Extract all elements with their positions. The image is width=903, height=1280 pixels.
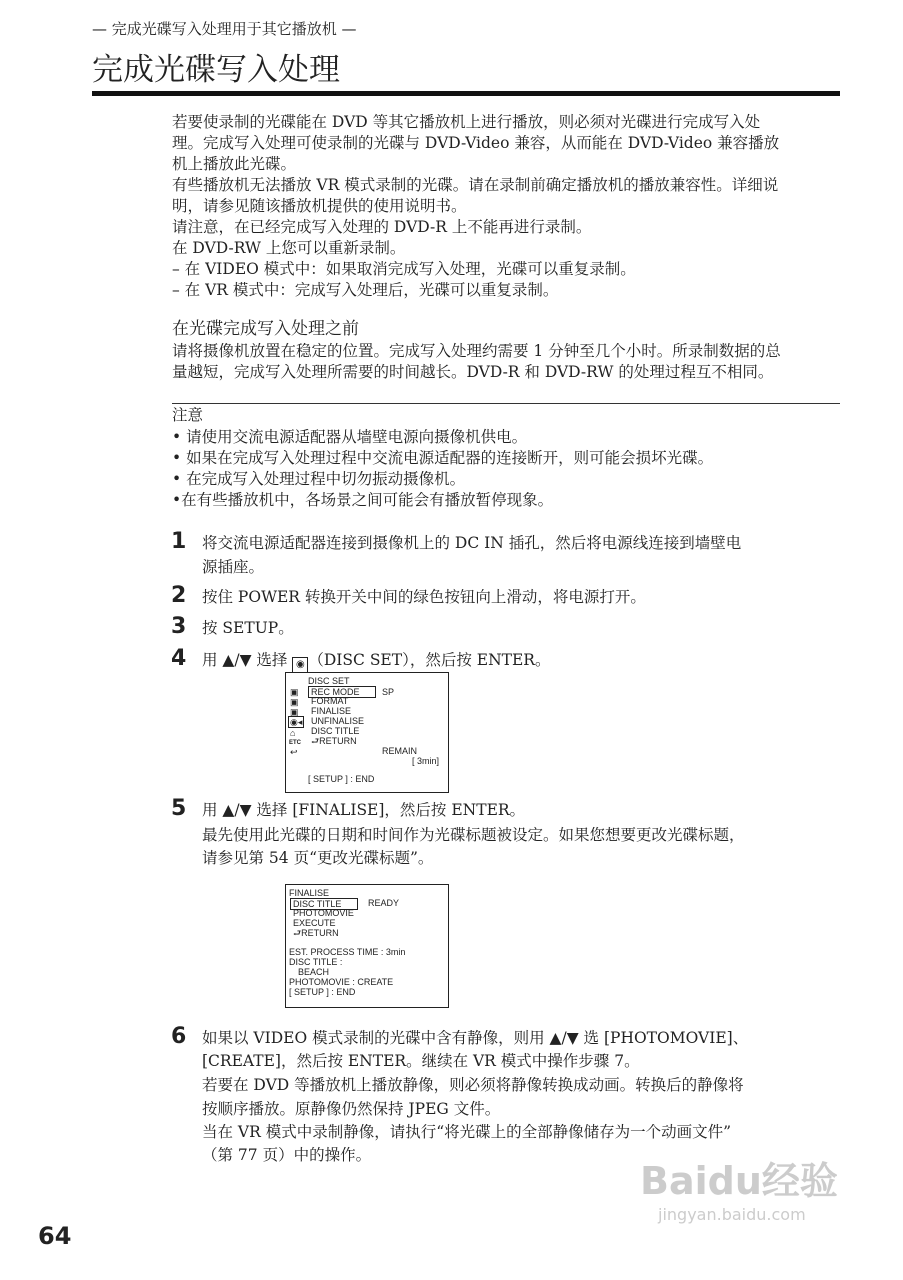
step-text: 按顺序播放。原静像仍然保持 JPEG 文件。 (202, 1100, 501, 1118)
rec-mode-value: SP (382, 687, 395, 697)
status-value: READY (368, 898, 400, 908)
notes-heading: 注意 (172, 406, 204, 424)
info-line: DISC TITLE : (289, 957, 343, 967)
remain-value: [ 3min] (412, 756, 440, 766)
menu-item: EXECUTE (293, 918, 336, 928)
disc-set-icon: ◉ (292, 657, 308, 673)
step-text: （第 77 页）中的操作。 (202, 1146, 372, 1164)
menu-item: ⮐RETURN (311, 736, 357, 746)
text-line: 在 DVD-RW 上您可以重新录制。 (172, 239, 406, 257)
disc-set-menu-screen (285, 672, 449, 793)
remain-label: REMAIN (382, 746, 418, 756)
info-line: EST. PROCESS TIME : 3min (289, 947, 406, 957)
menu-item: FORMAT (311, 696, 349, 706)
menu-footer: [ SETUP ] : END (308, 774, 375, 784)
info-line: PHOTOMOVIE : CREATE (289, 977, 394, 987)
menu-title: DISC SET (308, 676, 350, 686)
note-item: • 在完成写入处理过程中切勿振动摄像机。 (172, 470, 466, 488)
text-line: – 在 VR 模式中：完成写入处理后，光碟可以重复录制。 (172, 281, 559, 299)
text-line: 若要使录制的光碟能在 DVD 等其它播放机上进行播放，则必须对光碟进行完成写入处 (172, 113, 761, 131)
finalise-menu-screen (285, 884, 449, 1008)
step-number: 6 (171, 1024, 187, 1049)
menu-item: PHOTOMOVIE (293, 908, 354, 918)
return-icon: ↩ (290, 747, 298, 757)
step-text: [CREATE]，然后按 ENTER。继续在 VR 模式中操作步骤 7。 (202, 1052, 640, 1070)
text-line: 机上播放此光碟。 (172, 155, 297, 173)
step-text-pre: 用 ▲/▼ 选择 (202, 651, 288, 669)
text-line: 有些播放机无法播放 VR 模式录制的光碟。请在录制前确定播放机的播放兼容性。详细说 (172, 176, 779, 194)
step-text (202, 650, 550, 673)
step-text: 源插座。 (202, 558, 265, 576)
menu-item-disc-title: DISC TITLE (290, 898, 358, 910)
step-number: 5 (171, 796, 187, 821)
step-text: 按住 POWER 转换开关中间的绿色按钮向上滑动，将电源打开。 (202, 588, 646, 606)
step-number: 4 (171, 646, 187, 671)
info-line: BEACH (298, 967, 330, 977)
watermark-url: jingyan.baidu.com (658, 1205, 806, 1224)
disc-icon: ◉◂ (290, 717, 303, 727)
step-number: 2 (171, 583, 187, 608)
step-text: 若要在 DVD 等播放机上播放静像，则必须将静像转换成动画。转换后的静像将 (202, 1076, 744, 1094)
camera-icon: ▣ (290, 697, 299, 707)
step-text: 如果以 VIDEO 模式录制的光碟中含有静像，则用 ▲/▼ 选 [PHOTOMOVIE]、 (202, 1029, 749, 1047)
step-number: 3 (171, 614, 187, 639)
text-line: 请将摄像机放置在稳定的位置。完成写入处理约需要 1 分钟至几个小时。所录制数据的总 (172, 342, 781, 360)
note-item: • 请使用交流电源适配器从墙壁电源向摄像机供电。 (172, 428, 528, 446)
step-text-post: （DISC SET），然后按 ENTER。 (308, 651, 551, 669)
menu-footer: [ SETUP ] : END (289, 987, 356, 997)
step-number: 1 (171, 529, 187, 554)
note-item: • 如果在完成写入处理过程中交流电源适配器的连接断开，则可能会损坏光碟。 (172, 449, 714, 467)
text-line: 量越短，完成写入处理所需要的时间越长。DVD-R 和 DVD-RW 的处理过程互不相同。 (172, 363, 774, 381)
step-text: 将交流电源适配器连接到摄像机上的 DC IN 插孔，然后将电源线连接到墙壁电 (202, 534, 742, 552)
menu-item: DISC TITLE (311, 726, 360, 736)
menu-item-rec-mode: REC MODE (308, 686, 376, 698)
printer-icon: ⌂ (290, 728, 296, 738)
camera-icon: ▣ (290, 687, 299, 697)
etc-icon: ETC (289, 740, 301, 746)
menu-item: UNFINALISE (311, 716, 365, 726)
text-line: 明，请参见随该播放机提供的使用说明书。 (172, 197, 467, 215)
note-item: •在有些播放机中，各场景之间可能会有播放暂停现象。 (172, 491, 554, 509)
baidu-watermark (640, 1150, 838, 1224)
step-text: 最先使用此光碟的日期和时间作为光碟标题被设定。如果您想要更改光碟标题， (202, 826, 745, 844)
menu-title: FINALISE (289, 888, 330, 898)
notes-rule (172, 403, 840, 404)
text-line: 请注意，在已经完成写入处理的 DVD-R 上不能再进行录制。 (172, 218, 592, 236)
page-number: 64 (38, 1222, 72, 1250)
text-line: 理。完成写入处理可使录制的光碟与 DVD-Video 兼容，从而能在 DVD-Video 兼容播放 (172, 134, 780, 152)
step-text: 请参见第 54 页“更改光碟标题”。 (202, 849, 434, 867)
step-text: 按 SETUP。 (202, 619, 294, 637)
page-title: 完成光碟写入处理 (92, 52, 340, 88)
running-header: — 完成光碟写入处理用于其它播放机 — (92, 20, 357, 38)
step-text: 用 ▲/▼ 选择 [FINALISE]，然后按 ENTER。 (202, 801, 526, 819)
section-heading: 在光碟完成写入处理之前 (172, 319, 359, 339)
menu-item: FINALISE (311, 706, 352, 716)
watermark-brand: Baidu经验 (640, 1159, 838, 1203)
text-line: – 在 VIDEO 模式中：如果取消完成写入处理，光碟可以重复录制。 (172, 260, 636, 278)
title-rule (92, 91, 840, 96)
camera-icon: ▣ (290, 707, 299, 717)
step-text: 当在 VR 模式中录制静像，请执行“将光碟上的全部静像储存为一个动画文件” (202, 1123, 732, 1141)
menu-item: ⮐RETURN (293, 928, 339, 938)
